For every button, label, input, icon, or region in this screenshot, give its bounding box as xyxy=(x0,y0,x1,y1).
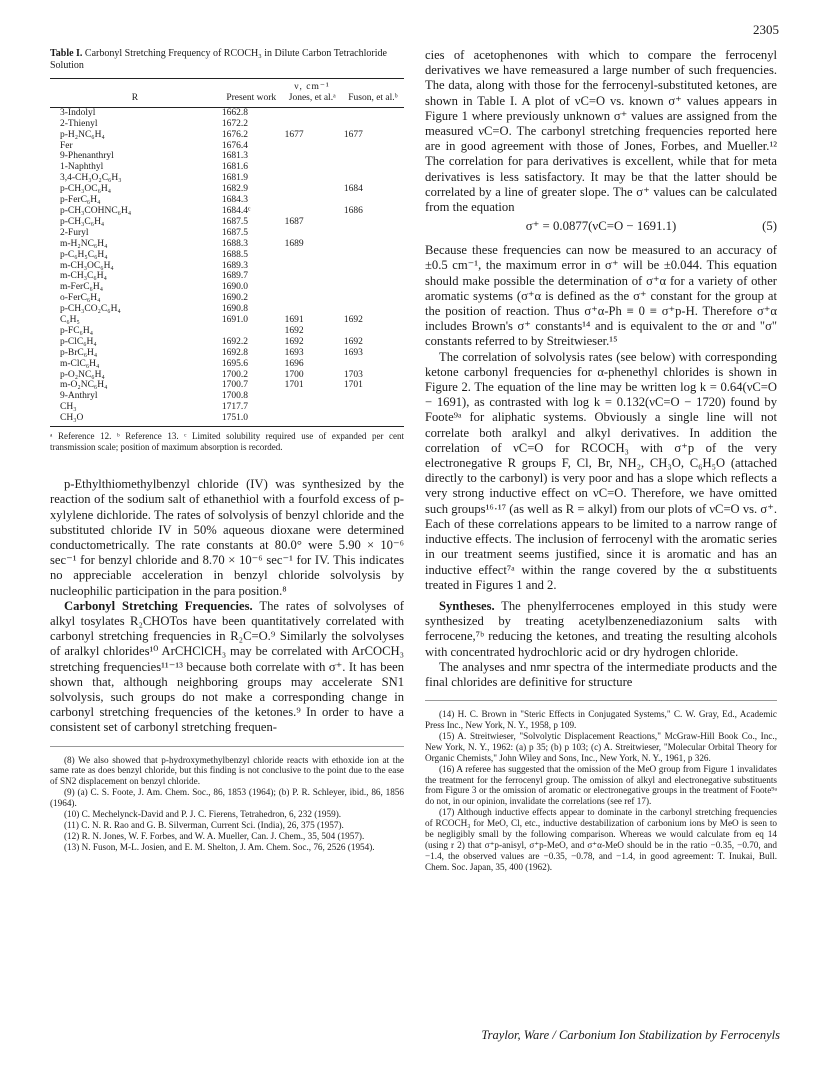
cell-substituent: p-H₂NC₆H₄ xyxy=(60,129,105,140)
cell-present-work: 1676.4 xyxy=(221,140,249,151)
cell-jones xyxy=(283,141,342,152)
cell-fuson: 1684 xyxy=(343,184,363,195)
paragraph-analyses: The analyses and nmr spectra of the intermediate products and the final chlorides are definitive for structure xyxy=(425,659,777,689)
cell-present-work: 1691.0 xyxy=(221,315,249,326)
cell-substituent: 9-Anthryl xyxy=(60,391,98,402)
cell-substituent: m-CH₃C₆H₄ xyxy=(60,271,107,282)
cell-fuson: 1677 xyxy=(343,129,363,140)
table-row xyxy=(50,151,404,162)
cell-fuson xyxy=(342,239,404,250)
cell-jones xyxy=(283,293,342,304)
cell-substituent: 9-Phenanthryl xyxy=(60,151,114,162)
table-body xyxy=(50,107,404,426)
table-caption xyxy=(50,48,404,72)
cell-jones: 1692 xyxy=(284,325,304,336)
cell-present-work: 1684.4ᶜ xyxy=(221,205,251,216)
cell-jones xyxy=(283,282,342,293)
right-column xyxy=(425,48,777,873)
table-row xyxy=(50,239,404,250)
column-header-r-spacer xyxy=(50,79,220,93)
cell-present-work: 1688.5 xyxy=(221,249,249,260)
cell-substituent: p-FerC₆H₄ xyxy=(60,195,101,206)
table-row xyxy=(50,370,404,381)
cell-fuson: 1692 xyxy=(343,315,363,326)
cell-present-work xyxy=(220,326,283,337)
table-row xyxy=(50,315,404,326)
column-header-present-work: Present work xyxy=(220,93,283,107)
table-row xyxy=(50,228,404,239)
cell-substituent: m-CH₃OC₆H₄ xyxy=(60,260,114,271)
table-row xyxy=(50,107,404,118)
cell-present-work: 1751.0 xyxy=(220,413,283,426)
cell-jones xyxy=(283,261,342,272)
table-row xyxy=(50,261,404,272)
cell-substituent: 2-Thienyl xyxy=(60,118,98,129)
section-heading-carbonyl: Carbonyl Stretching Frequencies. xyxy=(64,598,253,613)
cell-fuson: 1692 xyxy=(343,336,363,347)
left-references xyxy=(50,755,404,853)
cell-fuson xyxy=(342,119,404,130)
cell-jones xyxy=(283,173,342,184)
equation-number: (5) xyxy=(762,219,777,234)
cell-fuson xyxy=(342,217,404,228)
reference-14: (14) H. C. Brown in "Steric Effects in Conjugated Systems," C. W. Gray, Ed., Academic Press Inc., New York, N. Y., 1958, p 109. xyxy=(425,709,777,731)
cell-present-work: 1700.2 xyxy=(221,369,249,380)
cell-fuson xyxy=(342,402,404,413)
cell-substituent: m-O₂NC₆H₄ xyxy=(60,380,108,391)
table-row xyxy=(50,293,404,304)
cell-substituent: p-FC₆H₄ xyxy=(60,325,94,336)
cell-fuson xyxy=(342,271,404,282)
cell-present-work: 1681.6 xyxy=(221,162,249,173)
cell-jones xyxy=(283,402,342,413)
cell-present-work: 1688.3 xyxy=(221,238,249,249)
column-group-header-nu: ν, cm⁻¹ xyxy=(220,79,404,93)
cell-jones: 1693 xyxy=(284,347,304,358)
cell-substituent: p-BrC₆H₄ xyxy=(60,347,98,358)
equation-5 xyxy=(425,219,777,237)
reference-16: (16) A referee has suggested that the omission of the MeO group from Figure 1 invalidates the treatment for the ferrocenyl group. The omission of alkyl and electronegative substituents from Figure 3 or the omission of aromatic or electronegative groups in the treatment of Foote⁹ᵃ do not, in our opinion, invalidate the correlations (see ref 17). xyxy=(425,763,777,807)
table-row xyxy=(50,173,404,184)
cell-present-work: 1682.9 xyxy=(221,184,249,195)
cell-jones: 1689 xyxy=(284,238,304,249)
cell-fuson xyxy=(342,151,404,162)
column-header-jones: Jones, et al.ᵃ xyxy=(283,93,342,107)
table-footnote: ᵃ Reference 12. ᵇ Reference 13. ᶜ Limited solubility required use of expanded per cent transmission scale; position of maximum absorption is recorded. xyxy=(50,431,404,453)
cell-jones xyxy=(283,162,342,173)
paragraph-carbonyl-text: The rates of solvolyses of alkyl tosylates R₂CHOTos have been quantitatively correlated with carbonyl stretching frequencies in R₂C=O.⁹ Similarly the solvolyses of aralkyl chlorides¹⁰ ArCHClCH₃ may be correlated with ArCOCH₃ stretching frequencies¹¹⁻¹³ because both correlate with σ⁺. It has been shown that, although neighboring groups may accelerate SN1 solvolysis, such groups do not make a corresponding change in carbonyl stretching frequencies of the ketones.⁹ In order to have a consistent set of carbonyl stretching frequen- xyxy=(50,598,404,735)
cell-substituent: CH₃ xyxy=(60,402,77,413)
table-row xyxy=(50,206,404,217)
table-row xyxy=(50,162,404,173)
cell-present-work: 1689.7 xyxy=(221,271,249,282)
table-row xyxy=(50,402,404,413)
cell-present-work: 1676.2 xyxy=(221,129,249,140)
cell-substituent: m-ClC₆H₄ xyxy=(60,358,100,369)
table-row xyxy=(50,391,404,402)
section-heading-syntheses: Syntheses. xyxy=(439,598,495,613)
cell-fuson: 1701 xyxy=(343,380,363,391)
cell-fuson xyxy=(342,391,404,402)
cell-present-work: 1717.7 xyxy=(221,402,249,413)
cell-substituent: o-FerC₆H₄ xyxy=(60,293,101,304)
table-row xyxy=(50,141,404,152)
cell-fuson xyxy=(342,413,404,426)
cell-fuson: 1693 xyxy=(343,347,363,358)
table-row xyxy=(50,271,404,282)
table-row xyxy=(50,195,404,206)
reference-12: (12) R. N. Jones, W. F. Forbes, and W. A. Mueller, Can. J. Chem., 35, 504 (1957). xyxy=(64,830,365,841)
cell-present-work: 1690.0 xyxy=(221,282,249,293)
cell-jones: 1701 xyxy=(284,380,304,391)
cell-substituent: 3-Indolyl xyxy=(60,107,96,118)
reference-15: (15) A. Streitwieser, "Solvolytic Displacement Reactions," McGraw-Hill Book Co., Inc., New York, N. Y., 1962: (a) p 35; (b) p 103; (c) A. Streitwieser, "Molecular Orbital Theory for Organic Chemists," John Wiley and Sons, Inc., New York, N. Y., 1961, p 326. xyxy=(425,730,777,763)
cell-substituent: p-CH₃C₆H₄ xyxy=(60,216,105,227)
cell-fuson xyxy=(342,141,404,152)
cell-jones xyxy=(283,184,342,195)
cell-jones xyxy=(283,107,342,118)
table-row xyxy=(50,413,404,426)
cell-present-work: 1672.2 xyxy=(221,118,249,129)
reference-17: (17) Although inductive effects appear to dominate in the carbonyl stretching frequencies of RCOCH₃ for MeO, Cl, etc., inductive destabilization of carbonium ions by MeO is seen to be negligibly small by the following comparison. Whereas we would calculate from eq 14 (using r 2) that σ⁺p-anisyl, σ⁺p-MeO, and σ⁺α-MeO should be in the ratio −0.35, −0.70, and −1.4, the observed values are −0.35, −0.78, and −1.4, in good agreement: T. Inukai, Bull. Chem. Soc. Japan, 35, 400 (1962). xyxy=(425,807,777,872)
cell-jones: 1700 xyxy=(284,369,304,380)
column-header-fuson: Fuson, et al.ᵇ xyxy=(342,93,404,107)
right-footnote-divider xyxy=(425,700,777,701)
cell-fuson xyxy=(342,282,404,293)
cell-present-work: 1689.3 xyxy=(221,260,249,271)
reference-11: (11) C. N. R. Rao and G. B. Silverman, Current Sci. (India), 26, 375 (1957). xyxy=(64,819,344,830)
cell-jones xyxy=(283,228,342,239)
paragraph-synthesis-iv: p-Ethylthiomethylbenzyl chloride (IV) was synthesized by the reaction of the sodium salt of ethanethiol with a fourfold excess of p-xylylene dichloride. The rates of solvolysis of benzyl chloride and the substituted chloride IV in 50% aqueous dioxane were determined conductometrically. The rate constants at 80.0° were 5.90 × 10⁻⁶ sec⁻¹ for benzyl chloride and 8.70 × 10⁻⁶ sec⁻¹ for IV. This indicates no appreciable acceleration in benzyl chloride solvolysis by nucleophilic participation in the para position.⁸ xyxy=(50,477,404,598)
cell-present-work: 1695.6 xyxy=(221,358,249,369)
reference-10: (10) C. Mechelynck-David and P. J. C. Fierens, Tetrahedron, 6, 232 (1959). xyxy=(64,809,342,820)
cell-substituent: C₆H₅ xyxy=(60,315,80,326)
cell-substituent: CH₃O xyxy=(50,413,220,426)
paragraph-carbonyl-frequencies xyxy=(50,599,404,736)
cell-substituent: 1-Naphthyl xyxy=(60,162,104,173)
table-row xyxy=(50,348,404,359)
cell-jones: 1692 xyxy=(284,336,304,347)
table-caption-label: Table I. xyxy=(50,48,83,59)
footnote-divider xyxy=(50,746,404,747)
cell-substituent: p-O₂NC₆H₄ xyxy=(60,369,105,380)
cell-jones xyxy=(283,413,342,426)
reference-9: (9) (a) C. S. Foote, J. Am. Chem. Soc., 86, 1853 (1964); (b) P. R. Schleyer, ibid., 86, 1856 (1964). xyxy=(50,787,404,809)
cell-fuson xyxy=(342,228,404,239)
cell-jones xyxy=(283,271,342,282)
cell-substituent: p-C₆H₅C₆H₄ xyxy=(60,249,108,260)
table-row xyxy=(50,337,404,348)
paragraph-solvolysis-correlation: The correlation of solvolysis rates (see below) with corresponding ketone carbonyl frequencies for α-phenethyl chlorides is shown in Figure 2. The equation of the line may be written log k = 0.64(νC=O − 1691), as contrasted with log k = 0.132(νC=O − 1720) found by Foote⁹ᵃ for aliphatic systems. Obviously a single line will not correlate both aralkyl and alkyl derivatives. In addition the correlation of νC=O for RCOCH₃ with σ⁺p of the very electronegative R groups F, Cl, Br, NH₂, CH₃O, C₆H₅O (attached directly to the carbonyl) is very poor and has a slope which reflects a very strong inductive effect on νC=O. Therefore, we have omitted such groups¹⁶·¹⁷ (as well as R = alkyl) from our plots of νC=O vs. σ⁺. Each of these correlations appears to be limited to a narrow range of inductive effects. The inclusion of ferrocenyl with the aromatic series in our treatment seems justified, since it is aromatic and has an inductive effect⁷ᵃ within the range covered by the α substituents treated in Figures 1 and 2. xyxy=(425,349,777,592)
cell-jones xyxy=(283,391,342,402)
table-row xyxy=(50,326,404,337)
table-caption-text: Carbonyl Stretching Frequency of RCOCH₃ in Dilute Carbon Tetrachloride Solution xyxy=(50,48,387,71)
column-header-r: R xyxy=(50,93,220,107)
cell-fuson xyxy=(342,359,404,370)
cell-substituent: m-H₂NC₆H₄ xyxy=(60,238,108,249)
table-row xyxy=(50,359,404,370)
cell-present-work: 1681.3 xyxy=(221,151,249,162)
cell-present-work: 1684.3 xyxy=(221,195,249,206)
reference-8: (8) We also showed that p-hydroxymethylbenzyl chloride reacts with ethoxide ion at the same rate as does benzyl chloride, but this finding is not conclusive to the point due to the ease of SN2 displacement on benzyl chloride. xyxy=(50,754,404,787)
carbonyl-frequency-table xyxy=(50,78,404,427)
paragraph-acetophenones: cies of acetophenones with which to compare the ferrocenyl derivatives we have remeasured a large number of such frequencies. The data, along with those for the ferrocenyl-substituted ketones, are shown in Table I. A plot of νC=O vs. known σ⁺ values appears in Figure 1 where previously unknown σ⁺ values are assigned from the measured νC=O. The carbonyl stretching frequencies reported here are in good agreement with those of Jones, Forbes, and Mueller.¹² The correlation for para derivatives is excellent, while that for meta derivatives is less satisfactory. It may be that the latter should be correlated by a line of greater slope. The σ⁺ values can be calculated from the equation xyxy=(425,48,777,215)
cell-jones: 1677 xyxy=(284,129,304,140)
cell-fuson xyxy=(342,162,404,173)
cell-jones xyxy=(283,151,342,162)
table-row xyxy=(50,282,404,293)
cell-fuson xyxy=(342,326,404,337)
cell-substituent: 3,4-CH₃O₂C₆H₃ xyxy=(60,173,122,184)
cell-fuson xyxy=(342,107,404,118)
paragraph-accuracy: Because these frequencies can now be measured to an accuracy of ±0.5 cm⁻¹, the maximum error in σ⁺ will be ±0.044. This equation should make possible the determination of σ⁺α for a variety of other aromatic systems (σ⁺α is defined as the σ⁺ constant for the group at the position of reaction. Thus σ⁺α-Ph ≡ 0 ≡ σ⁺p-H. Therefore σ⁺α includes Brown's σ⁺ constants¹⁴ and is equivalent to the σr and "σ" constants referred to by Streitwieser.¹⁵ xyxy=(425,243,777,349)
cell-substituent: p-CH₃COHNC₆H₄ xyxy=(60,205,132,216)
cell-jones: 1696 xyxy=(284,358,304,369)
cell-fuson xyxy=(342,304,404,315)
cell-substituent: p-ClC₆H₄ xyxy=(60,336,97,347)
cell-fuson: 1686 xyxy=(343,205,363,216)
cell-present-work: 1692.2 xyxy=(221,336,249,347)
running-footer: Traylor, Ware / Carbonium Ion Stabilization by Ferrocenyls xyxy=(481,1028,780,1042)
cell-jones xyxy=(283,195,342,206)
cell-substituent: p-CH₃CO₂C₆H₄ xyxy=(60,304,121,315)
cell-jones: 1691 xyxy=(284,315,304,326)
cell-substituent: m-FerC₆H₄ xyxy=(60,282,104,293)
cell-fuson xyxy=(342,195,404,206)
table-row xyxy=(50,119,404,130)
cell-fuson: 1703 xyxy=(343,369,363,380)
paragraph-syntheses xyxy=(425,599,777,660)
cell-present-work: 1700.8 xyxy=(221,391,249,402)
cell-present-work: 1681.9 xyxy=(221,173,249,184)
cell-jones xyxy=(283,119,342,130)
cell-present-work: 1692.8 xyxy=(221,347,249,358)
cell-present-work: 1690.8 xyxy=(221,304,249,315)
table-row xyxy=(50,250,404,261)
equation-text: σ⁺ = 0.0877(νC=O − 1691.1) xyxy=(525,219,677,234)
reference-13: (13) N. Fuson, M-L. Josien, and E. M. Shelton, J. Am. Chem. Soc., 76, 2526 (1954). xyxy=(64,841,375,852)
table-row xyxy=(50,304,404,315)
table-row xyxy=(50,217,404,228)
cell-jones xyxy=(283,304,342,315)
cell-present-work: 1687.5 xyxy=(221,227,249,238)
paragraph-syntheses-text: The phenylferrocenes employed in this study were synthesized by treating acetylbenzenediazonium salts with ferrocene,⁷ᵇ reducing the ketones, and treating the resulting alcohols with concentrated hydrochloric acid or dry hydrogen chloride. xyxy=(425,598,778,659)
right-references xyxy=(425,709,777,873)
cell-substituent: Fer xyxy=(60,140,73,151)
table-row xyxy=(50,380,404,391)
cell-substituent: 2-Furyl xyxy=(60,227,89,238)
cell-present-work: 1690.2 xyxy=(221,293,249,304)
cell-substituent: p-CH₃OC₆H₄ xyxy=(60,184,112,195)
left-column xyxy=(50,48,404,853)
cell-jones: 1687 xyxy=(284,216,304,227)
page-number: 2305 xyxy=(753,22,779,37)
cell-fuson xyxy=(342,261,404,272)
cell-jones xyxy=(283,206,342,217)
cell-present-work: 1700.7 xyxy=(221,380,249,391)
cell-fuson xyxy=(342,173,404,184)
table-row xyxy=(50,184,404,195)
cell-fuson xyxy=(342,250,404,261)
cell-present-work: 1687.5 xyxy=(221,216,249,227)
cell-jones xyxy=(283,250,342,261)
cell-present-work: 1662.8 xyxy=(221,107,249,118)
table-row xyxy=(50,130,404,141)
cell-fuson xyxy=(342,293,404,304)
